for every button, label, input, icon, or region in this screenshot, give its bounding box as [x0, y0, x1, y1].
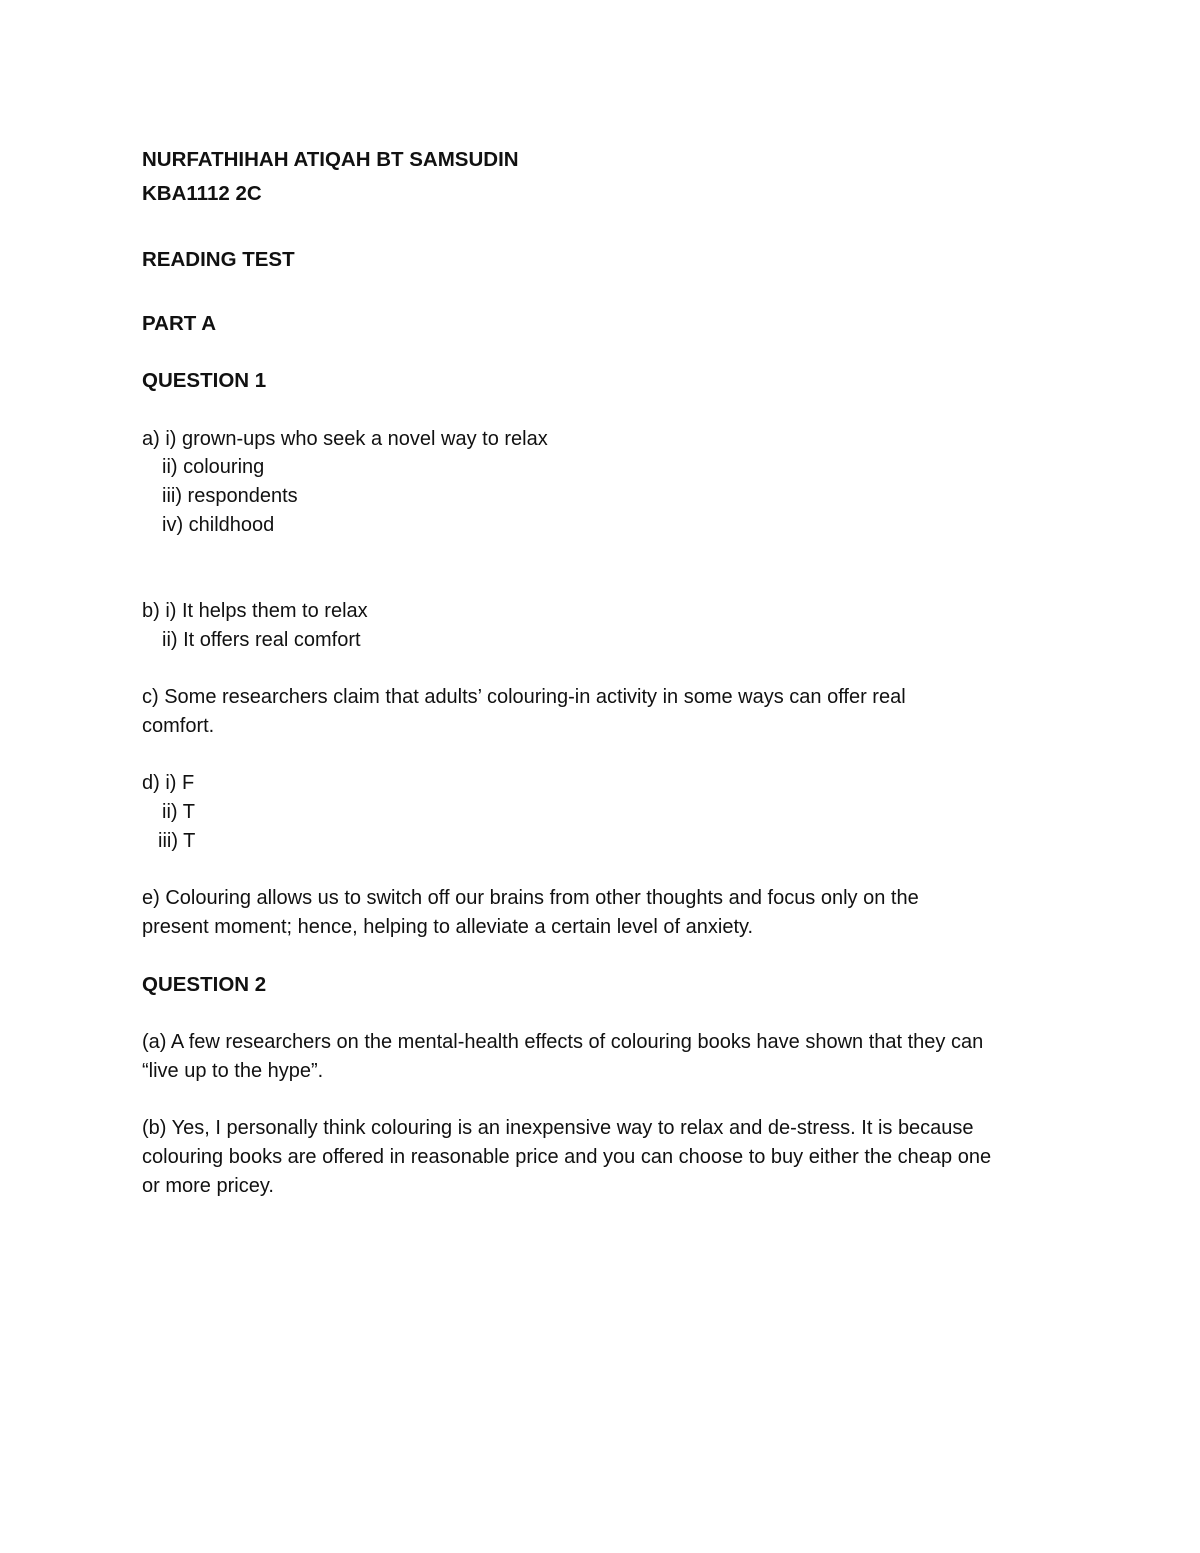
q2-a-line-2: “live up to the hype”.: [142, 1060, 324, 1082]
q1-e-line-2: present moment; hence, helping to alleviate a certain level of anxiety.: [142, 916, 754, 938]
part-heading: PART A: [142, 312, 217, 335]
q1-d-line-1: d) i) F: [142, 772, 195, 794]
q1-a-line-4: iv) childhood: [162, 514, 275, 536]
q1-e-line-1: e) Colouring allows us to switch off our brains from other thoughts and focus only on the: [142, 887, 919, 909]
q1-c-line-2: comfort.: [142, 715, 215, 737]
q2-a-line-1: (a) A few researchers on the mental-health effects of colouring books have shown that they can: [142, 1031, 984, 1053]
student-name: NURFATHIHAH ATIQAH BT SAMSUDIN: [142, 148, 519, 171]
q1-c-line-1: c) Some researchers claim that adults’ colouring-in activity in some ways can offer real: [142, 686, 906, 708]
q2-b-line-2: colouring books are offered in reasonable price and you can choose to buy either the cheap one: [142, 1146, 992, 1168]
q1-a-line-1: a) i) grown-ups who seek a novel way to relax: [142, 428, 548, 450]
q1-d-line-3: iii) T: [158, 830, 196, 852]
q1-b-line-1: b) i) It helps them to relax: [142, 600, 368, 622]
q1-d-line-2: ii) T: [162, 801, 195, 823]
question-2-heading: QUESTION 2: [142, 973, 267, 996]
class-code: KBA1112 2C: [142, 182, 262, 205]
q1-b-line-2: ii) It offers real comfort: [162, 629, 361, 651]
q1-a-line-3: iii) respondents: [162, 485, 298, 507]
q1-a-line-2: ii) colouring: [162, 456, 265, 478]
q2-b-line-1: (b) Yes, I personally think colouring is an inexpensive way to relax and de-stress. It is because: [142, 1117, 974, 1139]
question-1-heading: QUESTION 1: [142, 369, 267, 392]
q2-b-line-3: or more pricey.: [142, 1175, 274, 1197]
test-title: READING TEST: [142, 248, 295, 271]
